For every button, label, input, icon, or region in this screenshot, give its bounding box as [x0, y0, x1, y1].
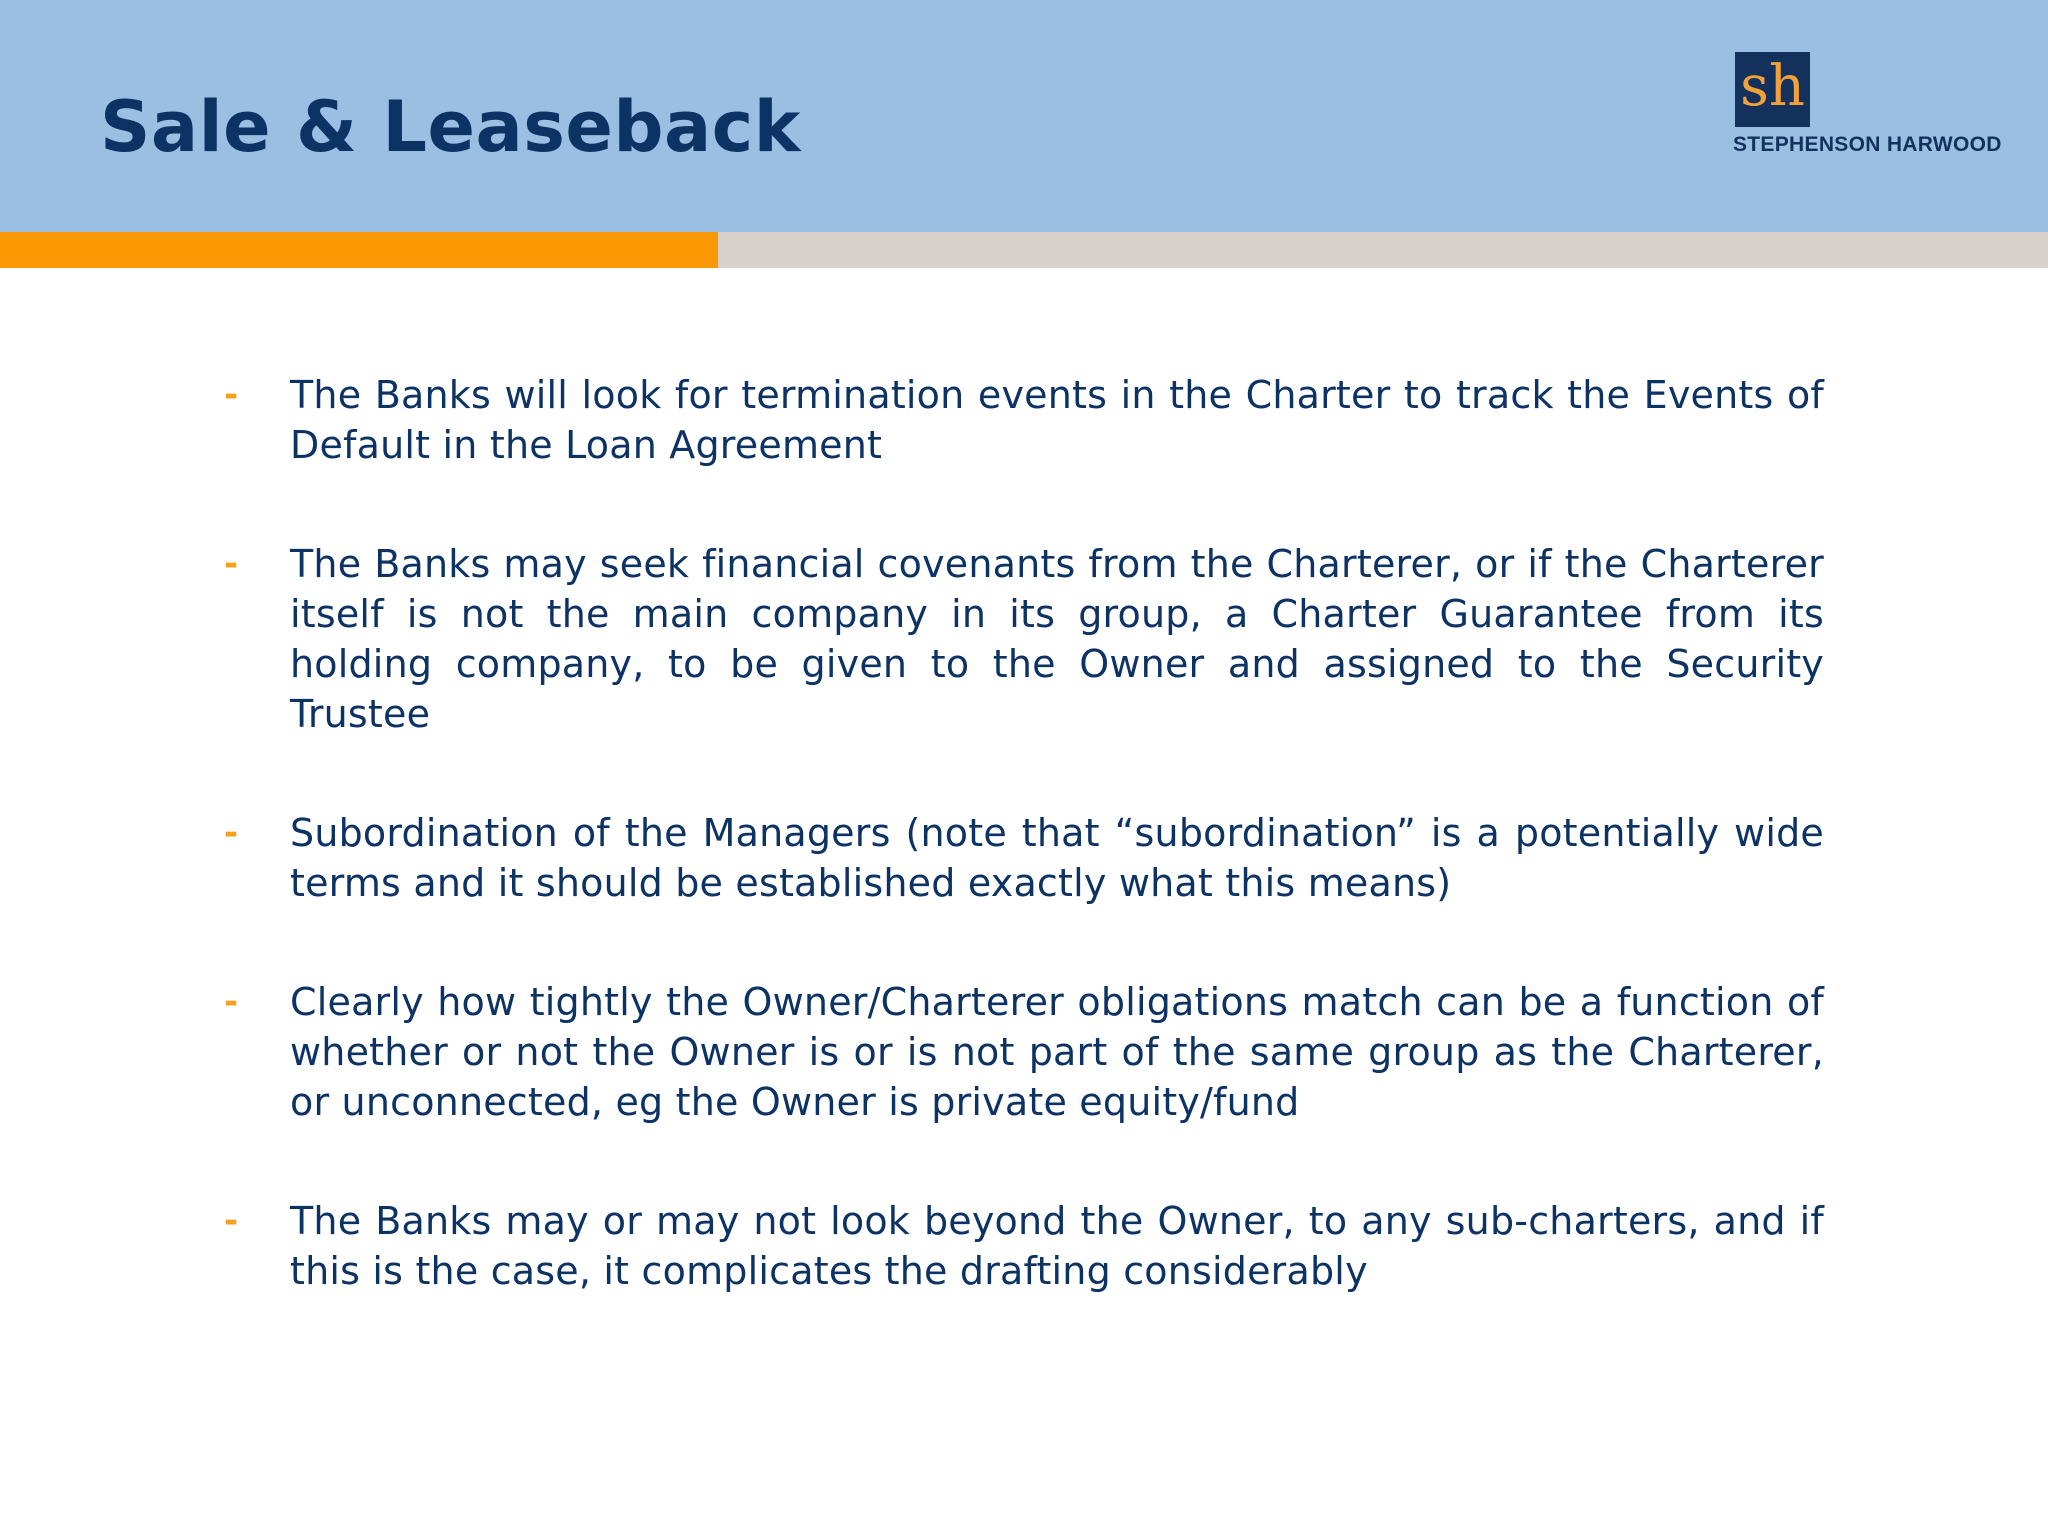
bullet-text: The Banks will look for termination events in the Charter to track the Events of Default in the Loan Agreement — [290, 373, 1824, 467]
bullet-item — [224, 808, 1824, 908]
logo-company-name: STEPHENSON HARWOOD — [1733, 133, 2002, 156]
bullet-text: Clearly how tightly the Owner/Charterer obligations match can be a function of whether or not the Owner is or is not part of the same group as the Charterer, or unconnected, eg the Owner is private equity/fund — [290, 980, 1824, 1124]
company-logo — [1730, 52, 2010, 162]
accent-bar-orange — [0, 232, 718, 268]
bullet-dash-icon: - — [224, 982, 239, 1022]
bullet-text: The Banks may or may not look beyond the Owner, to any sub-charters, and if this is the case, it complicates the drafting considerably — [290, 1199, 1824, 1293]
bullet-text: The Banks may seek financial covenants from the Charterer, or if the Charterer itself is not the main company in its group, a Charter Guarantee from its holding company, to be given to the Owner and assigned to the Security Trustee — [290, 542, 1824, 736]
bullet-list — [224, 370, 1824, 1365]
bullet-item — [224, 539, 1824, 739]
logo-box — [1735, 52, 1810, 127]
logo-mark: sh — [1740, 54, 1805, 119]
bullet-item — [224, 370, 1824, 470]
bullet-dash-icon: - — [224, 375, 239, 415]
bullet-item — [224, 977, 1824, 1127]
bullet-item — [224, 1196, 1824, 1296]
bullet-dash-icon: - — [224, 813, 239, 853]
header-band — [0, 0, 2048, 232]
accent-bar-grey — [718, 232, 2048, 268]
bullet-dash-icon: - — [224, 1201, 239, 1241]
bullet-dash-icon: - — [224, 544, 239, 584]
slide-title: Sale & Leaseback — [100, 86, 801, 168]
bullet-text: Subordination of the Managers (note that “subordination” is a potentially wide terms and it should be established exactly what this means) — [290, 811, 1824, 905]
